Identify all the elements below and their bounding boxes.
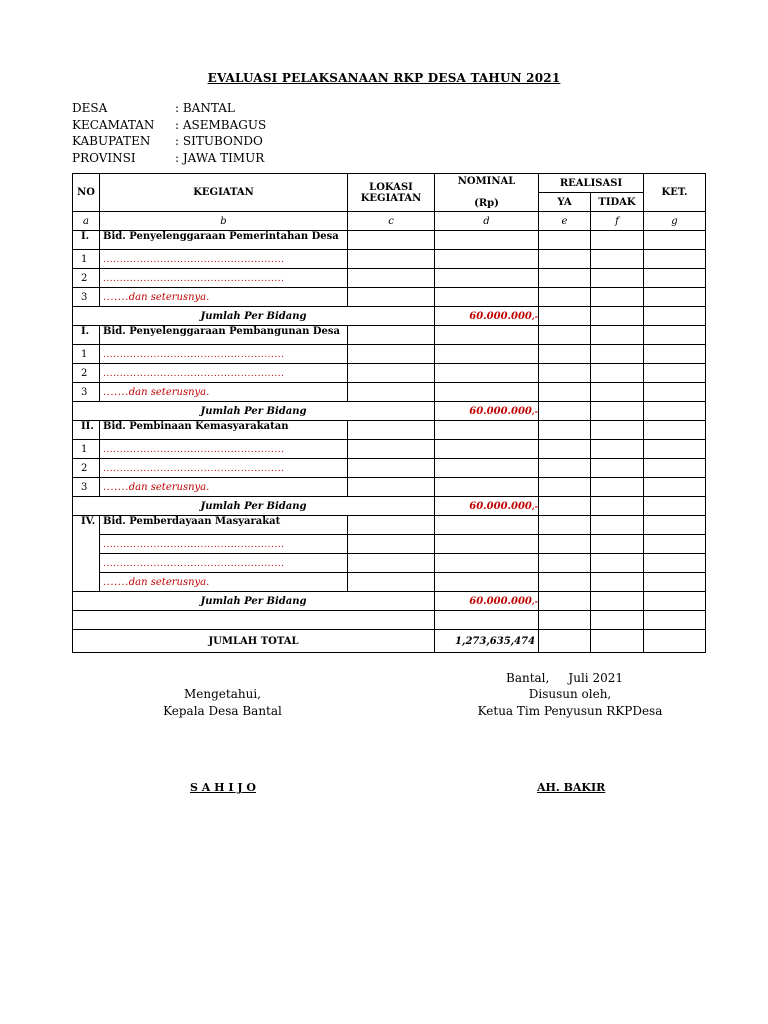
- column-letter: g: [644, 212, 706, 231]
- village-info: [72, 100, 266, 166]
- empty-cell: [591, 592, 644, 611]
- empty-cell: [539, 440, 591, 459]
- empty-cell: [644, 421, 706, 440]
- empty-cell: [591, 421, 644, 440]
- activity-cell: [100, 478, 348, 497]
- section-number: II.: [73, 421, 100, 440]
- empty-cell: [348, 554, 435, 573]
- empty-cell: [348, 421, 435, 440]
- header-realisasi: REALISASI: [539, 174, 644, 193]
- info-row-kabupaten: KABUPATEN : SITUBONDO: [72, 133, 266, 150]
- etc-text: dan seterusnya.: [128, 291, 210, 303]
- section-heading-row: [73, 516, 706, 535]
- sum-amount-suffix: ,-: [531, 595, 538, 606]
- empty-cell: [539, 383, 591, 402]
- etc-label: [103, 482, 209, 493]
- empty-cell: [435, 269, 539, 288]
- empty-cell: [644, 231, 706, 250]
- section-name: Bid. Pemberdayaan Masyarakat: [100, 516, 348, 535]
- activity-cell: [100, 345, 348, 364]
- empty-cell: [591, 307, 644, 326]
- empty-cell: [644, 250, 706, 269]
- empty-cell: [435, 250, 539, 269]
- activity-number: 3: [73, 383, 100, 402]
- empty-cell: [435, 326, 539, 345]
- total-amount: 1,273,635,474: [435, 630, 539, 653]
- empty-cell: [644, 535, 706, 554]
- empty-cell: [348, 345, 435, 364]
- empty-cell: [591, 497, 644, 516]
- activity-cell: [100, 383, 348, 402]
- activity-row: [73, 554, 706, 573]
- column-letter-row: [73, 212, 706, 231]
- empty-cell: [348, 364, 435, 383]
- empty-cell: [591, 250, 644, 269]
- empty-cell: [644, 516, 706, 535]
- etc-label: [103, 577, 209, 588]
- activity-cell: [100, 364, 348, 383]
- empty-cell: [644, 592, 706, 611]
- sum-amount: [435, 402, 539, 421]
- empty-cell: [539, 307, 591, 326]
- empty-cell: [435, 383, 539, 402]
- section-name: Bid. Penyelenggaraan Pembangunan Desa: [100, 326, 348, 345]
- empty-cell: [348, 231, 435, 250]
- column-letter: d: [435, 212, 539, 231]
- empty-cell: [539, 402, 591, 421]
- etc-text: dan seterusnya.: [128, 481, 210, 493]
- empty-cell: [539, 611, 591, 630]
- activity-number: 1: [73, 440, 100, 459]
- activity-number: 3: [73, 288, 100, 307]
- sum-amount-value: 60.000.000: [469, 405, 532, 417]
- empty-cell: [348, 516, 435, 535]
- activity-number: 2: [73, 459, 100, 478]
- empty-cell: [644, 364, 706, 383]
- empty-cell: [348, 288, 435, 307]
- document-title: EVALUASI PELAKSANAAN RKP DESA TAHUN 2021: [207, 71, 561, 85]
- etc-text: dan seterusnya.: [128, 386, 210, 398]
- header-ya: YA: [539, 193, 591, 212]
- empty-cell: [539, 364, 591, 383]
- empty-cell: [591, 459, 644, 478]
- header-tidak: TIDAK: [591, 193, 644, 212]
- empty-cell: [644, 440, 706, 459]
- empty-cell: [435, 535, 539, 554]
- header-kegiatan: KEGIATAN: [100, 174, 348, 212]
- sum-amount: [435, 497, 539, 516]
- empty-cell: [348, 573, 435, 592]
- empty-cell: [539, 459, 591, 478]
- sum-amount-suffix: ,-: [531, 310, 538, 321]
- empty-cell: [539, 269, 591, 288]
- section-sum-row: [73, 307, 706, 326]
- empty-cell: [644, 478, 706, 497]
- activity-number: 1: [73, 250, 100, 269]
- sign-place-date: Bantal, Juli 2021: [506, 671, 623, 685]
- empty-cell: [435, 345, 539, 364]
- empty-cell: [591, 383, 644, 402]
- empty-cell: [591, 364, 644, 383]
- empty-cell: [348, 459, 435, 478]
- section-number: I.: [73, 326, 100, 345]
- empty-cell: [591, 573, 644, 592]
- sum-amount-value: 60.000.000: [469, 500, 532, 512]
- empty-cell: [348, 535, 435, 554]
- empty-cell: [591, 402, 644, 421]
- empty-cell: [644, 345, 706, 364]
- etc-dots: .......: [103, 481, 129, 493]
- activity-row: [73, 364, 706, 383]
- section-heading-row: [73, 231, 706, 250]
- empty-cell: [435, 364, 539, 383]
- header-ket: KET.: [644, 174, 706, 212]
- empty-cell: [539, 250, 591, 269]
- right-signature-block: Disusun oleh, Ketua Tim Penyusun RKPDesa: [477, 687, 663, 718]
- empty-cell: [644, 573, 706, 592]
- placeholder-dots: ......................................................: [103, 463, 285, 474]
- column-letter: a: [73, 212, 100, 231]
- activity-row: [73, 250, 706, 269]
- empty-cell: [539, 288, 591, 307]
- sum-amount-suffix: ,-: [531, 500, 538, 511]
- empty-cell: [591, 630, 644, 653]
- column-letter: e: [539, 212, 591, 231]
- total-label: JUMLAH TOTAL: [73, 630, 435, 653]
- info-row-provinsi: PROVINSI : JAWA TIMUR: [72, 150, 266, 167]
- info-row-kecamatan: KECAMATAN : ASEMBAGUS: [72, 117, 266, 134]
- empty-cell: [435, 440, 539, 459]
- empty-cell: [539, 516, 591, 535]
- section-number: IV.: [73, 516, 100, 592]
- column-letter: f: [591, 212, 644, 231]
- section-name: Bid. Penyelenggaraan Pemerintahan Desa: [100, 231, 348, 250]
- activity-row: [73, 383, 706, 402]
- empty-cell: [348, 269, 435, 288]
- empty-cell: [644, 497, 706, 516]
- empty-cell: [644, 554, 706, 573]
- empty-cell: [591, 478, 644, 497]
- empty-cell: [644, 630, 706, 653]
- empty-cell: [644, 288, 706, 307]
- sum-label: Jumlah Per Bidang: [73, 307, 435, 326]
- empty-cell: [591, 326, 644, 345]
- empty-cell: [348, 326, 435, 345]
- empty-cell: [348, 250, 435, 269]
- empty-cell: [591, 269, 644, 288]
- empty-cell: [348, 478, 435, 497]
- etc-text: dan seterusnya.: [128, 576, 210, 588]
- sum-amount: [435, 307, 539, 326]
- left-signature-block: Mengetahui, Kepala Desa Bantal: [163, 687, 282, 718]
- info-row-desa: DESA : BANTAL: [72, 100, 266, 117]
- empty-cell: [539, 554, 591, 573]
- activity-cell: [100, 573, 348, 592]
- activity-row: [73, 573, 706, 592]
- activity-number: 3: [73, 478, 100, 497]
- empty-cell: [435, 288, 539, 307]
- section-name: Bid. Pembinaan Kemasyarakatan: [100, 421, 348, 440]
- empty-cell: [591, 554, 644, 573]
- empty-cell: [644, 307, 706, 326]
- etc-dots: .......: [103, 291, 129, 303]
- empty-cell: [539, 592, 591, 611]
- activity-cell: [100, 554, 348, 573]
- empty-cell: [435, 573, 539, 592]
- etc-dots: .......: [103, 386, 129, 398]
- evaluation-table: [72, 173, 706, 653]
- empty-cell: [435, 516, 539, 535]
- activity-cell: [100, 440, 348, 459]
- empty-cell: [644, 326, 706, 345]
- empty-cell: [73, 611, 435, 630]
- activity-row: [73, 478, 706, 497]
- empty-cell: [591, 288, 644, 307]
- empty-cell: [591, 611, 644, 630]
- empty-cell: [591, 535, 644, 554]
- empty-cell: [539, 326, 591, 345]
- section-heading-row: [73, 421, 706, 440]
- sum-amount-value: 60.000.000: [469, 595, 532, 607]
- placeholder-dots: ......................................................: [103, 539, 285, 550]
- activity-row: [73, 440, 706, 459]
- column-letter: b: [100, 212, 348, 231]
- placeholder-dots: ......................................................: [103, 273, 285, 284]
- empty-cell: [435, 421, 539, 440]
- empty-cell: [435, 611, 539, 630]
- sum-label: Jumlah Per Bidang: [73, 592, 435, 611]
- section-number: I.: [73, 231, 100, 250]
- empty-cell: [591, 345, 644, 364]
- header-nominal: NOMINAL (Rp): [435, 174, 539, 212]
- empty-cell: [539, 345, 591, 364]
- sum-amount-suffix: ,-: [531, 405, 538, 416]
- activity-number: 2: [73, 269, 100, 288]
- header-lokasi: LOKASI KEGIATAN: [348, 174, 435, 212]
- empty-cell: [435, 231, 539, 250]
- header-row: [73, 174, 706, 193]
- empty-cell: [539, 535, 591, 554]
- header-no: NO: [73, 174, 100, 212]
- empty-cell: [435, 554, 539, 573]
- empty-cell: [539, 573, 591, 592]
- empty-cell: [591, 231, 644, 250]
- empty-cell: [539, 231, 591, 250]
- empty-cell: [644, 269, 706, 288]
- empty-cell: [539, 497, 591, 516]
- empty-cell: [435, 459, 539, 478]
- placeholder-dots: ......................................................: [103, 254, 285, 265]
- activity-row: [73, 288, 706, 307]
- empty-cell: [591, 516, 644, 535]
- sum-label: Jumlah Per Bidang: [73, 402, 435, 421]
- column-letter: c: [348, 212, 435, 231]
- empty-cell: [644, 611, 706, 630]
- section-heading-row: [73, 326, 706, 345]
- empty-cell: [644, 383, 706, 402]
- placeholder-dots: ......................................................: [103, 558, 285, 569]
- activity-cell: [100, 535, 348, 554]
- empty-cell: [644, 402, 706, 421]
- etc-label: [103, 292, 209, 303]
- activity-row: [73, 345, 706, 364]
- total-row: [73, 630, 706, 653]
- activity-cell: [100, 288, 348, 307]
- empty-cell: [591, 440, 644, 459]
- right-signatory-name: AH. BAKIR: [537, 781, 606, 794]
- etc-dots: .......: [103, 576, 129, 588]
- sum-label: Jumlah Per Bidang: [73, 497, 435, 516]
- placeholder-dots: ......................................................: [103, 368, 285, 379]
- activity-number: 2: [73, 364, 100, 383]
- section-sum-row: [73, 592, 706, 611]
- activity-cell: [100, 269, 348, 288]
- left-signatory-name: S A H I J O: [190, 781, 256, 794]
- empty-cell: [539, 630, 591, 653]
- activity-number: 1: [73, 345, 100, 364]
- empty-cell: [644, 459, 706, 478]
- empty-cell: [435, 478, 539, 497]
- activity-row: [73, 269, 706, 288]
- activity-cell: [100, 250, 348, 269]
- empty-cell: [348, 383, 435, 402]
- etc-label: [103, 387, 209, 398]
- activity-row: [73, 535, 706, 554]
- sum-amount: [435, 592, 539, 611]
- spacer-row: [73, 611, 706, 630]
- empty-cell: [539, 421, 591, 440]
- placeholder-dots: ......................................................: [103, 444, 285, 455]
- empty-cell: [539, 478, 591, 497]
- empty-cell: [348, 440, 435, 459]
- sum-amount-value: 60.000.000: [469, 310, 532, 322]
- activity-row: [73, 459, 706, 478]
- section-sum-row: [73, 497, 706, 516]
- section-sum-row: [73, 402, 706, 421]
- placeholder-dots: ......................................................: [103, 349, 285, 360]
- activity-cell: [100, 459, 348, 478]
